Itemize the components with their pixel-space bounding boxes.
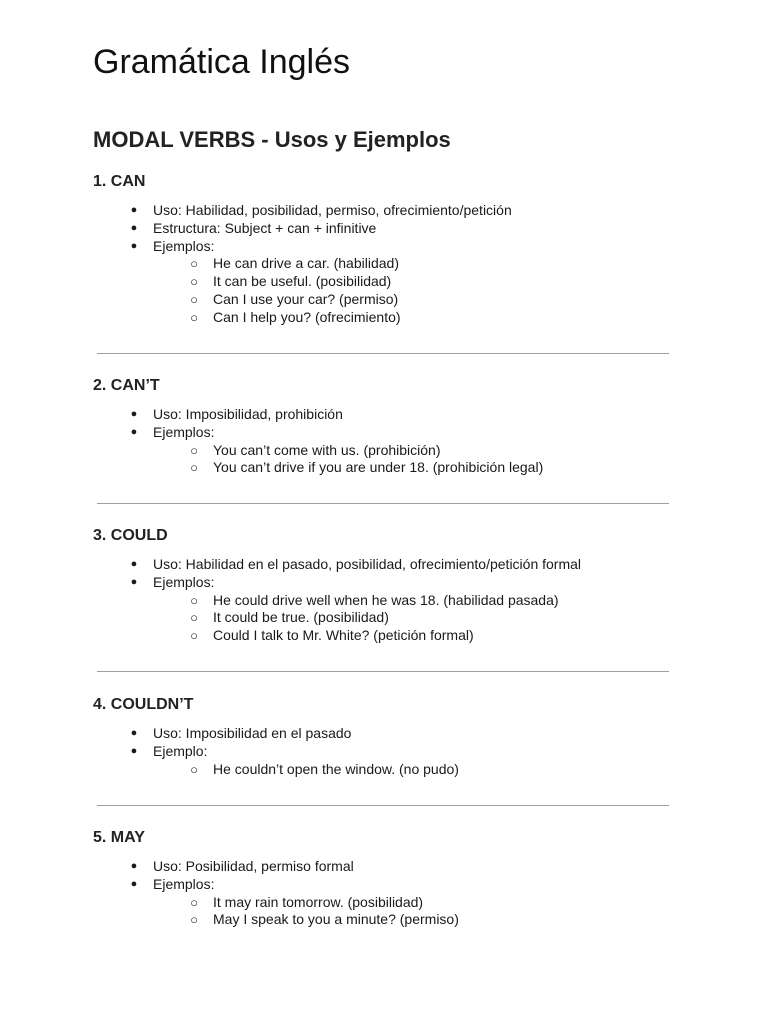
example-text: May I speak to you a minute? (permiso) [213, 911, 459, 928]
list-item-text: Uso: Posibilidad, permiso formal [153, 858, 354, 874]
bullet-icon: ● [130, 408, 138, 420]
list-item [0, 574, 768, 592]
example-text: Could I talk to Mr. White? (petición formal) [213, 627, 474, 644]
list-item-text: Estructura: Subject + can + infinitive [153, 219, 377, 236]
list-item [0, 725, 768, 743]
document-subtitle: MODAL VERBS - Usos y Ejemplos [93, 127, 451, 152]
usage-list [0, 858, 768, 929]
bullet-icon: ● [130, 727, 138, 739]
example-item [0, 761, 768, 779]
section-divider [97, 671, 669, 672]
example-text: You can’t come with us. (prohibición) [213, 441, 441, 458]
example-item [0, 911, 768, 929]
list-item-text: Ejemplos: [153, 875, 215, 892]
example-text: He couldn’t open the window. (no pudo) [213, 760, 459, 777]
example-item [0, 627, 768, 645]
list-item-text: Ejemplo: [153, 742, 208, 759]
list-item [0, 202, 768, 220]
list-item-text: Uso: Habilidad, posibilidad, permiso, ofrecimiento/petición [153, 202, 512, 218]
example-item [0, 273, 768, 291]
hollow-bullet-icon: ○ [190, 628, 198, 644]
example-item [0, 609, 768, 627]
hollow-bullet-icon: ○ [190, 592, 198, 608]
example-item [0, 459, 768, 477]
section-heading: 5. MAY [93, 829, 145, 846]
list-item [0, 238, 768, 256]
section-divider [97, 805, 669, 806]
example-item [0, 309, 768, 327]
hollow-bullet-icon: ○ [190, 256, 198, 272]
example-item [0, 442, 768, 460]
usage-list [0, 725, 768, 778]
list-item [0, 876, 768, 894]
hollow-bullet-icon: ○ [190, 442, 198, 458]
hollow-bullet-icon: ○ [190, 912, 198, 928]
hollow-bullet-icon: ○ [190, 460, 198, 476]
example-item [0, 592, 768, 610]
list-item-text: Uso: Imposibilidad en el pasado [153, 725, 352, 741]
bullet-icon: ● [130, 877, 138, 890]
section-heading: 4. COULDN’T [93, 696, 194, 713]
example-text: Can I use your car? (permiso) [213, 290, 399, 307]
document-title: Gramática Inglés [93, 43, 350, 81]
list-item-text: Ejemplos: [153, 237, 215, 254]
example-item [0, 894, 768, 912]
list-item [0, 858, 768, 876]
example-item [0, 291, 768, 309]
bullet-icon: ● [130, 575, 138, 588]
list-item-text: Ejemplos: [153, 573, 215, 590]
hollow-bullet-icon: ○ [190, 274, 198, 290]
list-item-text: Uso: Habilidad en el pasado, posibilidad, ofrecimiento/petición formal [153, 556, 582, 572]
bullet-icon: ● [130, 860, 138, 872]
bullet-icon: ● [130, 425, 138, 438]
section-heading: 3. COULD [93, 527, 168, 544]
bullet-icon: ● [130, 558, 138, 570]
section-heading: 1. CAN [93, 173, 146, 190]
list-item-text: Ejemplos: [153, 423, 215, 440]
bullet-icon: ● [130, 239, 138, 252]
example-text: He could drive well when he was 18. (habilidad pasada) [213, 591, 559, 608]
section-divider [97, 503, 669, 504]
bullet-icon: ● [130, 204, 138, 216]
hollow-bullet-icon: ○ [190, 291, 198, 307]
list-item [0, 220, 768, 238]
hollow-bullet-icon: ○ [190, 761, 198, 777]
section-heading: 2. CAN’T [93, 377, 160, 394]
example-text: You can’t drive if you are under 18. (prohibición legal) [213, 459, 544, 476]
hollow-bullet-icon: ○ [190, 610, 198, 626]
hollow-bullet-icon: ○ [190, 894, 198, 910]
list-item [0, 743, 768, 761]
usage-list [0, 406, 768, 477]
usage-list [0, 202, 768, 327]
usage-list [0, 556, 768, 645]
list-item [0, 406, 768, 424]
example-text: It may rain tomorrow. (posibilidad) [213, 893, 424, 910]
example-text: It can be useful. (posibilidad) [213, 273, 392, 290]
hollow-bullet-icon: ○ [190, 309, 198, 325]
section-divider [97, 353, 669, 354]
example-text: It could be true. (posibilidad) [213, 609, 389, 626]
list-item [0, 424, 768, 442]
example-item [0, 255, 768, 273]
bullet-icon: ● [130, 744, 138, 757]
example-text: He can drive a car. (habilidad) [213, 255, 399, 272]
bullet-icon: ● [130, 221, 138, 234]
list-item-text: Uso: Imposibilidad, prohibición [153, 406, 343, 422]
example-text: Can I help you? (ofrecimiento) [213, 308, 401, 325]
list-item [0, 556, 768, 574]
